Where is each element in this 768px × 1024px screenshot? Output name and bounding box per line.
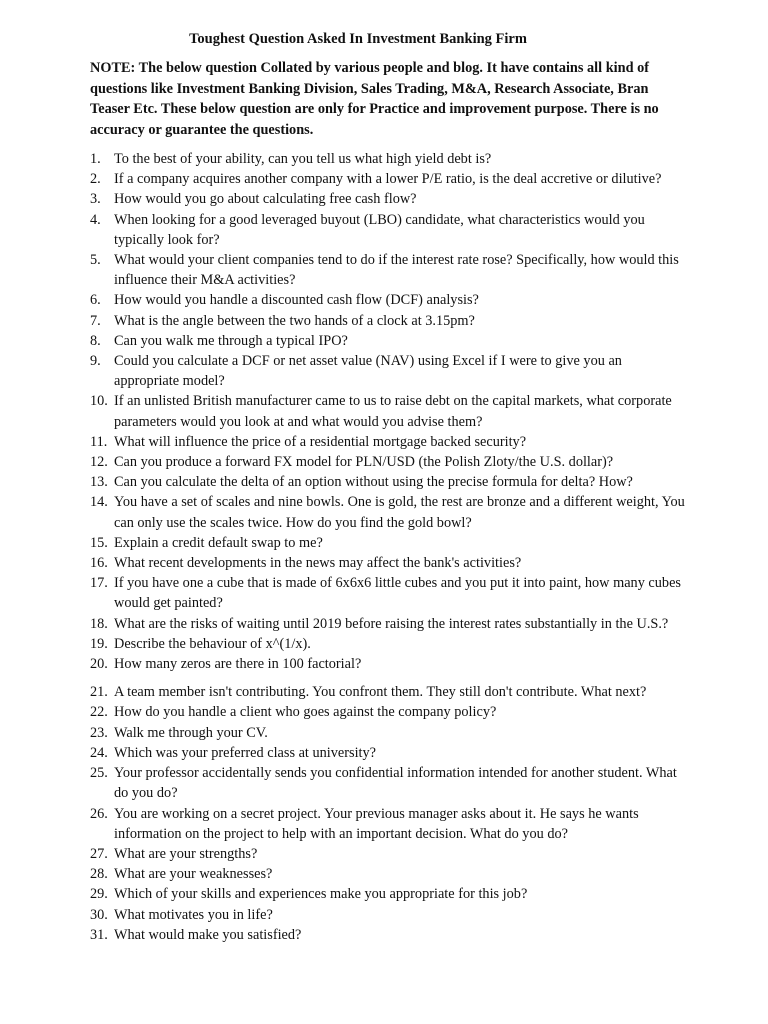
question-number: 24. (90, 744, 108, 761)
question-item (90, 391, 690, 431)
question-number: 10. (90, 393, 108, 410)
question-number: 28. (90, 866, 108, 883)
question-number: 29. (90, 886, 108, 903)
question-number: 9. (90, 353, 101, 370)
question-text: If an unlisted British manufacturer came to us to raise debt on the capital markets, what corporate parameters would you look at and what would you advise them? (114, 393, 672, 430)
question-item (90, 804, 690, 844)
question-text: When looking for a good leveraged buyout (LBO) candidate, what characteristics would you typically look for? (114, 211, 645, 248)
question-text: Can you calculate the delta of an option without using the precise formula for delta? How? (114, 474, 633, 491)
question-number: 31. (90, 926, 108, 943)
question-text: How would you handle a discounted cash flow (DCF) analysis? (114, 292, 479, 309)
question-text: Which of your skills and experiences make you appropriate for this job? (114, 886, 528, 903)
question-text: Walk me through your CV. (114, 724, 268, 741)
question-number: 19. (90, 635, 108, 652)
question-item (90, 884, 690, 904)
question-text: You have a set of scales and nine bowls. One is gold, the rest are bronze and a different weight, You can only use the scales twice. How do you find the gold bowl? (114, 494, 685, 531)
question-text: Which was your preferred class at university? (114, 744, 377, 761)
question-item (90, 311, 690, 331)
question-number: 8. (90, 332, 101, 349)
question-number: 5. (90, 252, 101, 269)
question-item (90, 844, 690, 864)
question-number: 17. (90, 575, 108, 592)
question-number: 2. (90, 171, 101, 188)
question-number: 6. (90, 292, 101, 309)
question-number: 15. (90, 534, 108, 551)
question-text: What is the angle between the two hands of a clock at 3.15pm? (114, 312, 475, 329)
question-number: 30. (90, 906, 108, 923)
question-text: What would your client companies tend to do if the interest rate rose? Specifically, how would this influence their M&A activities? (114, 252, 679, 289)
question-text: Describe the behaviour of x^(1/x). (114, 635, 311, 652)
question-text: A team member isn't contributing. You confront them. They still don't contribute. What next? (114, 684, 647, 701)
question-item (90, 702, 690, 722)
question-number: 1. (90, 151, 101, 167)
question-item (90, 250, 690, 290)
question-text: Could you calculate a DCF or net asset value (NAV) using Excel if I were to give you an appropriate model? (114, 353, 622, 390)
question-text: What would make you satisfied? (114, 926, 302, 943)
question-text: If you have one a cube that is made of 6x6x6 little cubes and you put it into paint, how many cubes would get painted? (114, 575, 681, 612)
question-text: What are the risks of waiting until 2019 before raising the interest rates substantially in the U.S.? (114, 615, 669, 632)
question-item (90, 553, 690, 573)
question-item (90, 492, 690, 532)
document-title: Toughest Question Asked In Investment Banking Firm (189, 31, 527, 47)
question-number: 18. (90, 615, 108, 632)
question-number: 4. (90, 211, 101, 228)
question-item (90, 743, 690, 763)
question-item (90, 682, 690, 702)
question-text: What will influence the price of a residential mortgage backed security? (114, 433, 527, 450)
question-number: 23. (90, 724, 108, 741)
question-item (90, 533, 690, 553)
question-number: 13. (90, 474, 108, 491)
question-item (90, 634, 690, 654)
question-text: If a company acquires another company with a lower P/E ratio, is the deal accretive or dilutive? (114, 171, 662, 188)
question-item (90, 864, 690, 884)
question-text: How do you handle a client who goes against the company policy? (114, 704, 497, 721)
question-item (90, 925, 690, 945)
question-number: 11. (90, 433, 108, 450)
question-text: What motivates you in life? (114, 906, 273, 923)
question-item (90, 331, 690, 351)
question-text: How many zeros are there in 100 factorial? (114, 656, 362, 673)
question-item (90, 452, 690, 472)
question-number: 25. (90, 765, 108, 782)
question-item (90, 210, 690, 250)
question-item (90, 614, 690, 634)
question-text: What recent developments in the news may affect the bank's activities? (114, 555, 522, 572)
question-number: 22. (90, 704, 108, 721)
question-list (90, 149, 690, 945)
note-paragraph: NOTE: The below question Collated by various people and blog. It have contains all kind of questions like Investment Banking Division, Sales Trading, M&A, Research Associate, Bran Teaser Etc. These below question are only for Practice and improvement purpose. There is no accuracy or guarantee the questions. (90, 60, 659, 138)
question-number: 20. (90, 656, 108, 673)
question-item (90, 654, 690, 674)
question-item (90, 290, 690, 310)
question-number: 27. (90, 845, 108, 862)
question-text: How would you go about calculating free cash flow? (114, 191, 417, 208)
question-text: What are your weaknesses? (114, 866, 273, 883)
question-number: 26. (90, 805, 108, 822)
question-item (90, 149, 690, 169)
question-text: Can you produce a forward FX model for PLN/USD (the Polish Zloty/the U.S. dollar)? (114, 454, 614, 471)
question-text: You are working on a secret project. Your previous manager asks about it. He says he wants information on the project to help with an important decision. What do you do? (114, 805, 639, 842)
question-item (90, 905, 690, 925)
question-item (90, 351, 690, 391)
question-text: To the best of your ability, can you tell us what high yield debt is? (114, 151, 492, 167)
question-number: 21. (90, 684, 108, 701)
question-item (90, 573, 690, 613)
question-item (90, 189, 690, 209)
question-number: 3. (90, 191, 101, 208)
question-item (90, 432, 690, 452)
question-number: 7. (90, 312, 101, 329)
question-number: 14. (90, 494, 108, 511)
question-item (90, 472, 690, 492)
question-text: What are your strengths? (114, 845, 258, 862)
question-item (90, 763, 690, 803)
question-text: Explain a credit default swap to me? (114, 534, 323, 551)
question-number: 12. (90, 454, 108, 471)
question-text: Your professor accidentally sends you confidential information intended for another student. What do you do? (114, 765, 677, 802)
question-number: 16. (90, 555, 108, 572)
question-text: Can you walk me through a typical IPO? (114, 332, 348, 349)
question-item (90, 723, 690, 743)
question-item (90, 169, 690, 189)
